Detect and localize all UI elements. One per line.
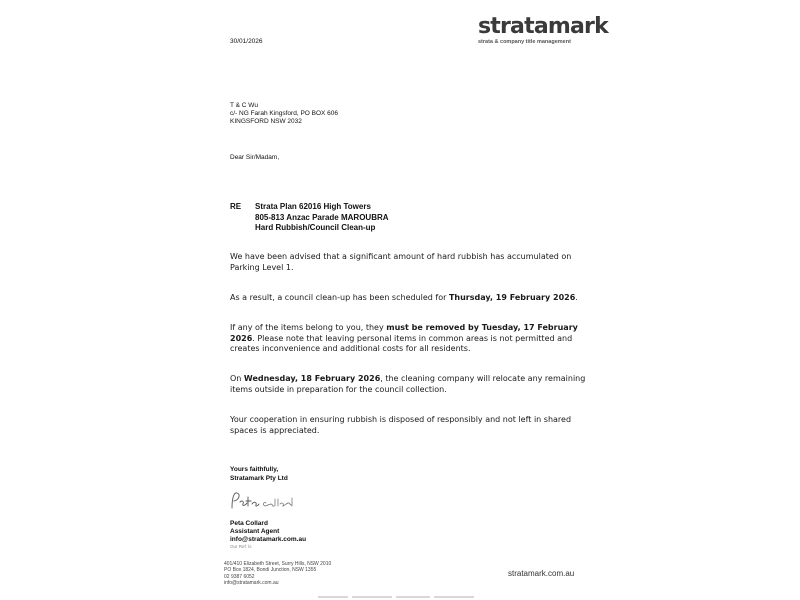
signer-block <box>230 520 306 544</box>
our-reference: Our Ref: ls <box>230 544 252 549</box>
signer-email[interactable]: info@stratamark.com.au <box>230 536 307 543</box>
text-run: . <box>575 293 578 302</box>
company-logo <box>478 14 608 45</box>
text-run: On <box>230 374 244 383</box>
closing-phrase: Yours faithfully, <box>230 466 279 473</box>
closing-block <box>230 466 288 483</box>
footer-line: PO Box 1824, Bondi Junction, NSW 1355 <box>224 567 317 574</box>
text-run: . Please note that leaving personal items in common areas is not permitted and creates inconvenience and additional costs for all residents. <box>230 333 573 353</box>
salutation: Dear Sir/Madam, <box>230 154 280 161</box>
footer-line: 02 9387 6052 <box>224 573 255 580</box>
relocation-date-bold: Wednesday, 18 February 2026 <box>243 374 381 383</box>
text-run: As a result, a council clean-up has been scheduled for <box>230 293 449 302</box>
text-run: , the cleaning company will relocate any remaining items outside in preparation for the council collection. <box>230 374 586 394</box>
paragraph-relocation <box>230 374 590 395</box>
paragraph-cleanup-date <box>230 293 590 304</box>
recipient-line: T & C Wu <box>230 102 258 109</box>
re-label: RE <box>230 202 242 211</box>
company-name: Stratamark Pty Ltd <box>230 474 288 482</box>
signer-title: Assistant Agent <box>230 528 280 535</box>
subject-line: Hard Rubbish/Council Clean-up <box>255 223 376 232</box>
paragraph-cooperation: Your cooperation in ensuring rubbish is disposed of responsibly and not left in shared spaces is appreciated. <box>230 415 572 435</box>
subject-line: Strata Plan 62016 High Towers <box>255 202 371 211</box>
signature-image <box>228 488 298 514</box>
footer-line: 401/410 Elizabeth Street, Surry Hills, NSW 2010 <box>224 561 332 567</box>
removal-deadline-bold: must be removed by Tuesday, 17 February 2026 <box>230 323 578 343</box>
footer-faint-text <box>318 595 478 600</box>
paragraph-advised: We have been advised that a significant amount of hard rubbish has accumulated on Parking Level 1. <box>230 252 572 272</box>
logo-wordmark: stratamark <box>478 14 608 39</box>
footer-address <box>224 561 331 586</box>
paragraph-removal-deadline <box>230 323 590 355</box>
recipient-address <box>230 102 338 126</box>
cleanup-date-bold: Thursday, 19 February 2026 <box>448 293 576 302</box>
logo-tagline: strata & company title management <box>478 39 571 45</box>
recipient-line: KINGSFORD NSW 2032 <box>230 118 302 125</box>
signer-name: Peta Collard <box>230 520 268 527</box>
subject-block <box>255 202 389 234</box>
text-run: If any of the items belong to you, they <box>230 323 387 332</box>
footer-website[interactable]: stratamark.com.au <box>508 569 575 578</box>
recipient-line: c/- NG Farah Kingsford, PO BOX 606 <box>230 110 339 117</box>
subject-line: 805-813 Anzac Parade MAROUBRA <box>255 212 389 222</box>
letter-date: 30/01/2026 <box>230 38 263 45</box>
footer-line[interactable]: info@stratamark.com.au <box>224 579 279 586</box>
